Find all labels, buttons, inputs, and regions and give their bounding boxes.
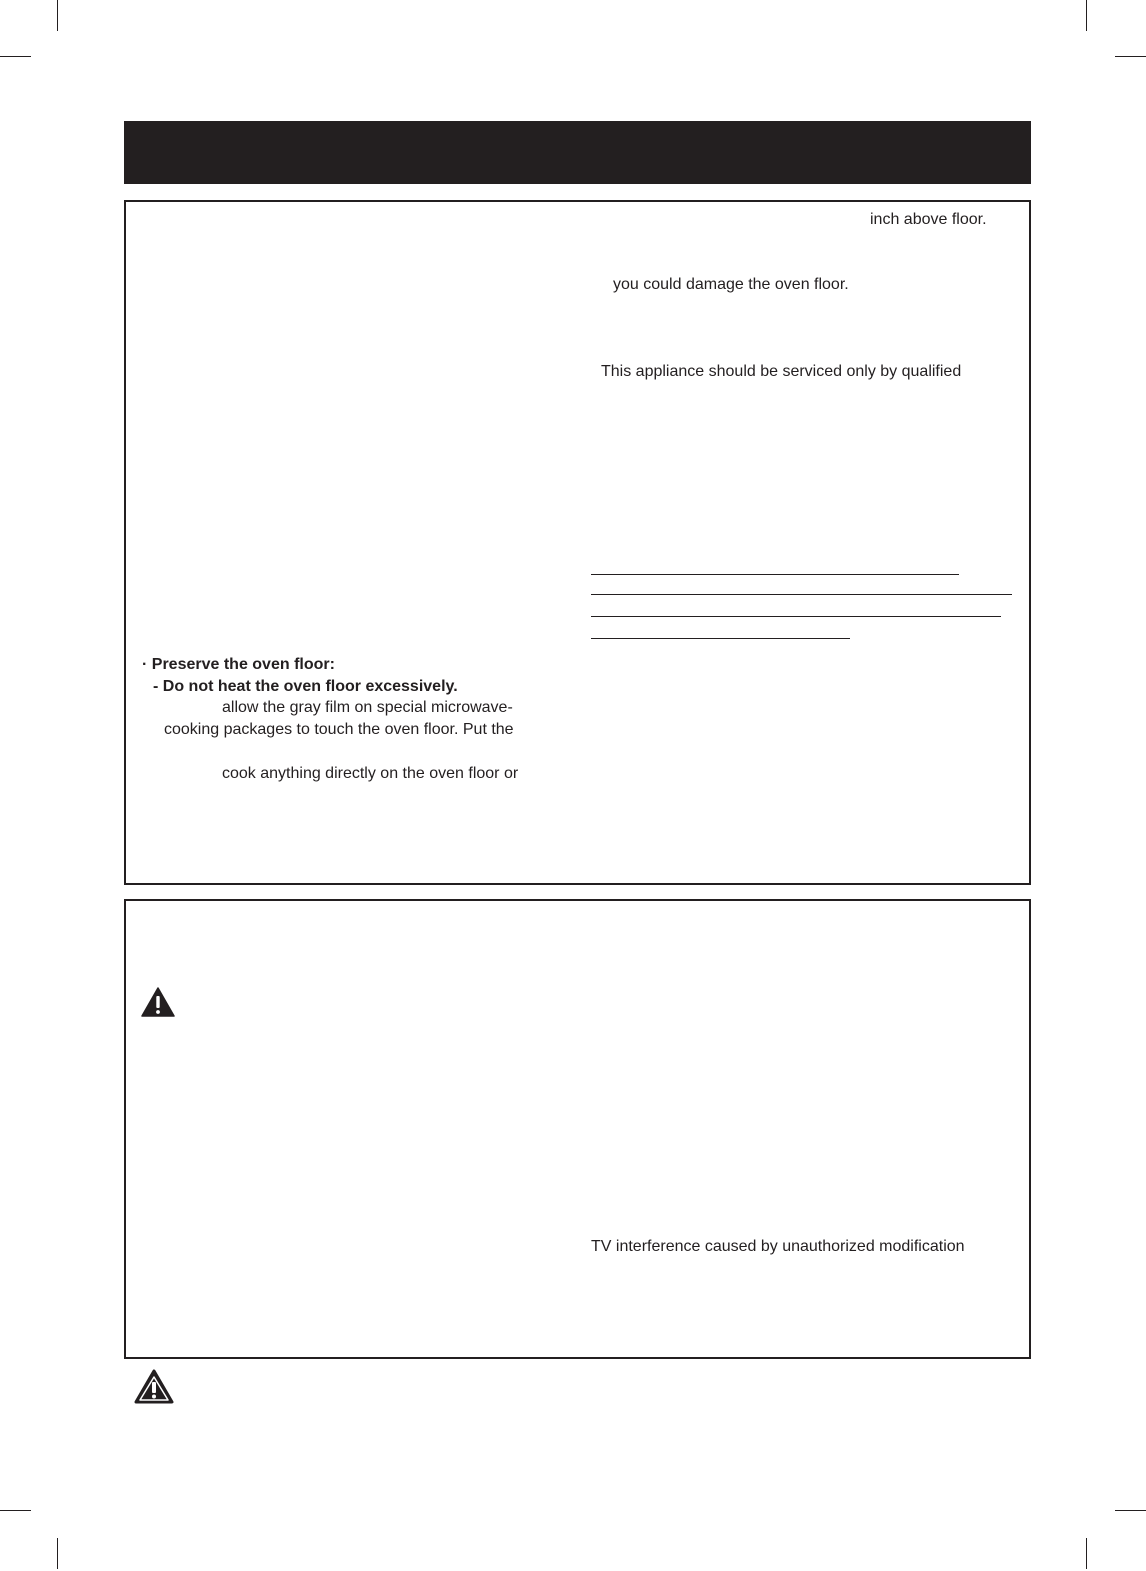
- crop-mark: [57, 0, 58, 31]
- preserve-floor-subheading: - Do not heat the oven floor excessively.: [153, 678, 458, 695]
- crop-mark: [57, 1538, 58, 1569]
- right-col-line: you could damage the oven floor.: [613, 276, 849, 293]
- underline: [591, 638, 850, 639]
- right-col-line: This appliance should be serviced only by qualified: [601, 363, 962, 380]
- section-header-bar: [124, 121, 1031, 184]
- warning-triangle-icon: [141, 987, 175, 1017]
- underline: [591, 616, 1001, 617]
- left-col-line: cooking packages to touch the oven floor. Put the: [164, 721, 514, 738]
- crop-mark: [1115, 56, 1146, 57]
- crop-mark: [1115, 1510, 1146, 1511]
- right-col-line: inch above floor.: [870, 211, 987, 228]
- left-col-line: allow the gray film on special microwave-: [222, 699, 513, 716]
- crop-mark: [0, 56, 31, 57]
- underline: [591, 594, 1012, 595]
- preserve-floor-heading: · Preserve the oven floor:: [142, 656, 335, 673]
- crop-mark: [0, 1510, 31, 1511]
- crop-mark: [1086, 1538, 1087, 1569]
- warning-triangle-icon: [134, 1369, 174, 1405]
- underline: [591, 574, 959, 575]
- crop-mark: [1086, 0, 1087, 31]
- right-col-line: TV interference caused by unauthorized modification: [591, 1238, 965, 1255]
- notice-box: [124, 899, 1031, 1359]
- left-col-line: cook anything directly on the oven floor or: [222, 765, 519, 782]
